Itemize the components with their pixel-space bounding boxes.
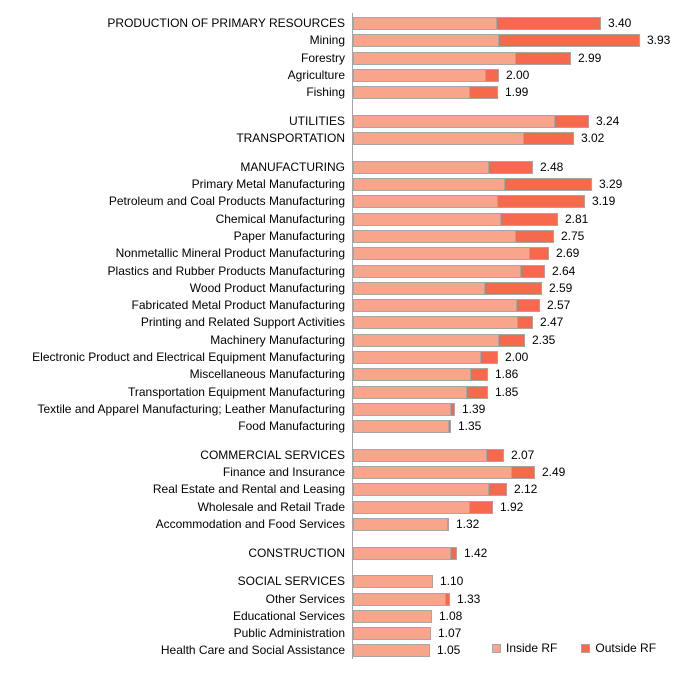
bar-row: [0, 351, 528, 364]
inside-rf-segment: [353, 610, 432, 623]
outside-rf-segment: [520, 265, 545, 278]
category-label: Plastics and Rubber Products Manufacturing: [107, 264, 345, 278]
category-label: Wood Product Manufacturing: [189, 281, 345, 295]
outside-rf-segment: [486, 449, 504, 462]
category-label: Mining: [309, 33, 345, 47]
outside-rf-segment: [448, 420, 451, 433]
inside-rf-segment: [353, 368, 471, 381]
bar-row: [0, 230, 584, 243]
bar-track: [353, 368, 488, 381]
bar-row: [0, 17, 631, 30]
category-label: Educational Services: [232, 609, 345, 623]
inside-rf-segment: [353, 547, 451, 560]
category-label: Health Care and Social Assistance: [160, 643, 345, 657]
outside-rf-segment: [470, 368, 488, 381]
inside-rf-segment: [353, 316, 518, 329]
value-label: 2.12: [514, 482, 538, 496]
legend-swatch-icon: [492, 644, 501, 653]
bar-track: [353, 230, 554, 243]
value-label: 2.75: [561, 229, 585, 243]
value-label: 1.85: [495, 385, 519, 399]
outside-rf-segment: [488, 161, 533, 174]
inside-rf-segment: [353, 17, 497, 30]
bar-track: [353, 518, 449, 531]
category-label: Wholesale and Retail Trade: [197, 500, 345, 514]
bar-row: [0, 52, 601, 65]
inside-rf-segment: [353, 132, 524, 145]
outside-rf-segment: [450, 403, 455, 416]
value-label: 2.35: [532, 333, 556, 347]
inside-rf-segment: [353, 403, 451, 416]
value-label: 2.48: [540, 160, 564, 174]
value-label: 1.07: [438, 626, 462, 640]
outside-rf-segment: [516, 299, 540, 312]
category-label: Printing and Related Support Activities: [140, 315, 345, 329]
inside-rf-segment: [353, 230, 516, 243]
inside-rf-segment: [353, 644, 430, 657]
value-label: 2.00: [506, 68, 530, 82]
inside-rf-segment: [353, 334, 499, 347]
bar-track: [353, 420, 451, 433]
value-label: 1.86: [495, 367, 519, 381]
bar-track: [353, 265, 545, 278]
value-label: 3.19: [592, 194, 616, 208]
category-label: Textile and Apparel Manufacturing; Leather Manufacturing: [37, 402, 345, 416]
bar-row: [0, 449, 534, 462]
category-label: Fishing: [306, 85, 345, 99]
category-label: Food Manufacturing: [238, 419, 345, 433]
category-label: Accommodation and Food Services: [155, 517, 345, 531]
category-header-label: TRANSPORTATION: [236, 131, 345, 145]
bar-row: [0, 627, 461, 640]
bar-track: [353, 501, 493, 514]
bar-track: [353, 644, 430, 657]
bar-row: [0, 483, 537, 496]
inside-rf-segment: [353, 265, 521, 278]
bar-row: [0, 420, 481, 433]
outside-rf-segment: [445, 593, 450, 606]
bar-row: [0, 115, 619, 128]
bar-row: [0, 86, 528, 99]
outside-rf-segment: [485, 69, 499, 82]
outside-rf-segment: [450, 547, 457, 560]
category-header-label: UTILITIES: [288, 114, 345, 128]
bar-row: [0, 132, 604, 145]
category-header-label: SOCIAL SERVICES: [237, 574, 345, 588]
category-label: Public Administration: [233, 626, 345, 640]
outside-rf-segment: [497, 195, 585, 208]
bar-row: [0, 178, 622, 191]
bar-row: [0, 316, 563, 329]
value-label: 2.49: [542, 465, 566, 479]
inside-rf-segment: [353, 466, 512, 479]
value-label: 1.92: [500, 500, 524, 514]
bar-track: [353, 403, 455, 416]
bar-row: [0, 282, 572, 295]
outside-rf-segment: [529, 247, 549, 260]
value-label: 1.10: [440, 574, 464, 588]
category-label: Transportation Equipment Manufacturing: [127, 385, 345, 399]
bar-track: [353, 351, 498, 364]
bar-row: [0, 265, 575, 278]
value-label: 1.42: [464, 546, 488, 560]
outside-rf-segment: [504, 178, 592, 191]
value-label: 1.35: [458, 419, 482, 433]
outside-rf-segment: [554, 115, 589, 128]
outside-rf-segment: [500, 213, 558, 226]
outside-rf-segment: [469, 501, 493, 514]
category-label: Chemical Manufacturing: [215, 212, 345, 226]
value-label: 1.05: [437, 643, 461, 657]
bar-track: [353, 386, 488, 399]
category-header-label: CONSTRUCTION: [248, 546, 345, 560]
bar-track: [353, 610, 432, 623]
value-label: 1.08: [439, 609, 463, 623]
bar-track: [353, 466, 535, 479]
outside-rf-segment: [515, 52, 571, 65]
inside-rf-segment: [353, 386, 467, 399]
bar-track: [353, 69, 499, 82]
category-label: Electronic Product and Electrical Equipment Manufacturing: [32, 350, 345, 364]
bar-track: [353, 334, 525, 347]
category-header-label: PRODUCTION OF PRIMARY RESOURCES: [107, 16, 345, 30]
bar-row: [0, 368, 518, 381]
value-label: 3.24: [596, 114, 620, 128]
value-label: 1.33: [457, 592, 481, 606]
category-label: Miscellaneous Manufacturing: [189, 367, 345, 381]
value-label: 2.64: [552, 264, 576, 278]
inside-rf-segment: [353, 52, 516, 65]
inside-rf-segment: [353, 195, 498, 208]
category-label: Other Services: [265, 592, 345, 606]
category-header-label: MANUFACTURING: [240, 160, 345, 174]
bar-row: [0, 213, 588, 226]
bar-track: [353, 34, 640, 47]
outside-rf-segment: [488, 483, 507, 496]
inside-rf-segment: [353, 351, 481, 364]
bar-row: [0, 69, 529, 82]
value-label: 2.59: [549, 281, 573, 295]
bar-row: [0, 403, 485, 416]
bar-row: [0, 518, 479, 531]
bar-row: [0, 501, 523, 514]
bar-row: [0, 644, 460, 657]
category-label: Agriculture: [287, 68, 345, 82]
bar-row: [0, 466, 565, 479]
bar-track: [353, 483, 507, 496]
value-label: 3.93: [647, 33, 671, 47]
inside-rf-segment: [353, 86, 470, 99]
outside-rf-segment: [523, 132, 574, 145]
outside-rf-segment: [447, 518, 449, 531]
outside-rf-segment: [498, 334, 525, 347]
inside-rf-segment: [353, 69, 486, 82]
value-label: 2.69: [556, 246, 580, 260]
category-label: Forestry: [300, 51, 345, 65]
bar-track: [353, 161, 533, 174]
inside-rf-segment: [353, 178, 505, 191]
legend-item: [492, 641, 557, 655]
outside-rf-segment: [466, 386, 488, 399]
value-label: 2.99: [578, 51, 602, 65]
category-label: Machinery Manufacturing: [210, 333, 345, 347]
value-label: 2.00: [505, 350, 529, 364]
inside-rf-segment: [353, 593, 446, 606]
bar-track: [353, 52, 571, 65]
bar-track: [353, 282, 542, 295]
bar-track: [353, 115, 589, 128]
inside-rf-segment: [353, 213, 501, 226]
outside-rf-segment: [480, 351, 498, 364]
bar-track: [353, 593, 450, 606]
inside-rf-segment: [353, 518, 448, 531]
category-label: Petroleum and Coal Products Manufacturing: [108, 194, 345, 208]
value-label: 2.57: [547, 298, 571, 312]
bar-track: [353, 627, 431, 640]
bar-row: [0, 334, 555, 347]
inside-rf-segment: [353, 282, 485, 295]
bar-track: [353, 178, 592, 191]
outside-rf-segment: [498, 34, 640, 47]
bar-row: [0, 299, 570, 312]
bar-track: [353, 213, 558, 226]
bar-row: [0, 575, 463, 588]
bar-track: [353, 449, 504, 462]
value-label: 2.81: [565, 212, 589, 226]
value-label: 3.02: [581, 131, 605, 145]
inside-rf-segment: [353, 501, 470, 514]
bar-row: [0, 593, 480, 606]
value-label: 2.47: [540, 315, 564, 329]
inside-rf-segment: [353, 575, 433, 588]
legend: [492, 641, 680, 655]
category-label: Primary Metal Manufacturing: [191, 177, 345, 191]
inside-rf-segment: [353, 420, 449, 433]
value-label: 1.32: [456, 517, 480, 531]
outside-rf-segment: [484, 282, 542, 295]
inside-rf-segment: [353, 247, 530, 260]
bar-track: [353, 247, 549, 260]
bar-track: [353, 575, 433, 588]
bar-track: [353, 547, 457, 560]
legend-label: Outside RF: [595, 641, 657, 655]
value-label: 1.39: [462, 402, 486, 416]
inside-rf-segment: [353, 483, 489, 496]
legend-label: Inside RF: [506, 641, 558, 655]
outside-rf-segment: [517, 316, 533, 329]
category-header-label: COMMERCIAL SERVICES: [200, 448, 345, 462]
bar-row: [0, 247, 579, 260]
bar-track: [353, 299, 540, 312]
bar-row: [0, 161, 563, 174]
bar-row: [0, 610, 462, 623]
outside-rf-segment: [515, 230, 554, 243]
outside-rf-segment: [496, 17, 601, 30]
inside-rf-segment: [353, 299, 517, 312]
bar-row: [0, 547, 487, 560]
bar-track: [353, 17, 601, 30]
outside-rf-segment: [469, 86, 498, 99]
inside-rf-segment: [353, 449, 487, 462]
bar-row: [0, 34, 670, 47]
category-label: Paper Manufacturing: [233, 229, 345, 243]
bar-track: [353, 86, 498, 99]
value-label: 3.29: [599, 177, 623, 191]
bar-track: [353, 132, 574, 145]
category-label: Nonmetallic Mineral Product Manufacturing: [115, 246, 345, 260]
inside-rf-segment: [353, 115, 555, 128]
inside-rf-segment: [353, 161, 489, 174]
outside-rf-segment: [511, 466, 535, 479]
category-label: Finance and Insurance: [222, 465, 345, 479]
bar-row: [0, 386, 518, 399]
bar-track: [353, 316, 533, 329]
legend-swatch-icon: [581, 644, 590, 653]
value-label: 3.40: [608, 16, 632, 30]
bar-row: [0, 195, 615, 208]
bar-track: [353, 195, 585, 208]
value-label: 2.07: [511, 448, 535, 462]
value-label: 1.99: [505, 85, 529, 99]
category-label: Fabricated Metal Product Manufacturing: [131, 298, 345, 312]
inside-rf-segment: [353, 34, 499, 47]
legend-item: [581, 641, 656, 655]
inside-rf-segment: [353, 627, 431, 640]
category-label: Real Estate and Rental and Leasing: [152, 482, 345, 496]
